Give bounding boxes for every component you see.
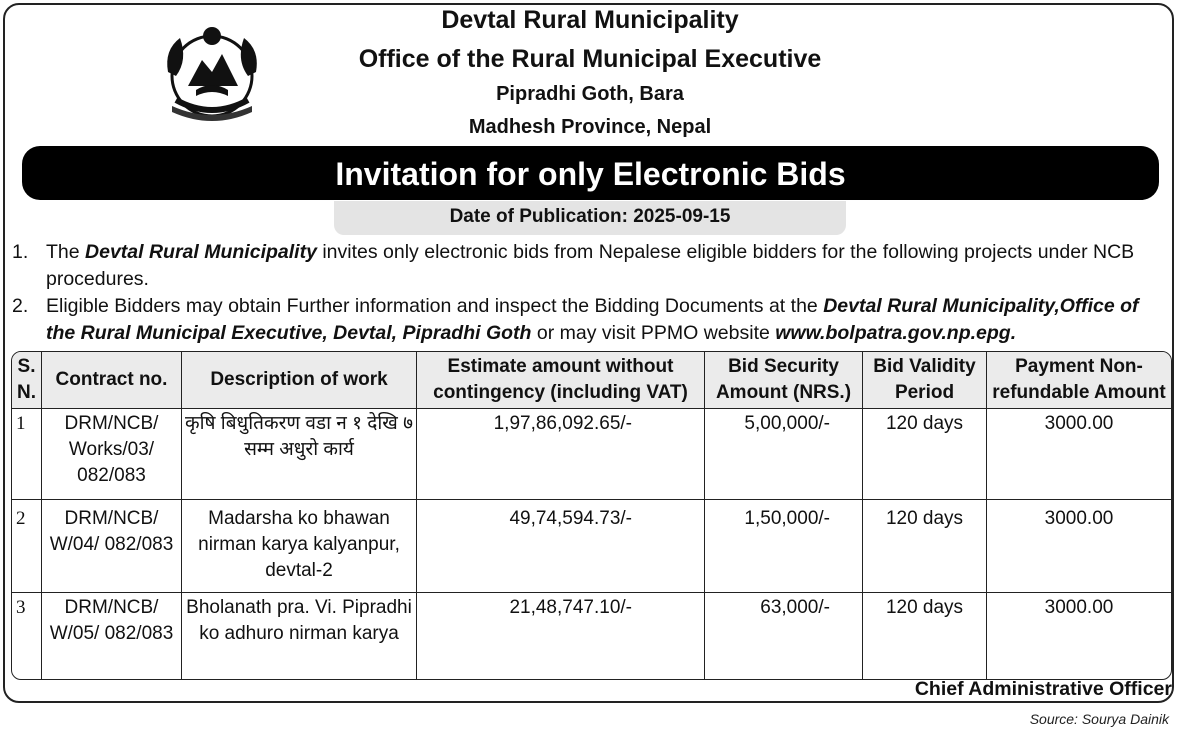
office-address: Pipradhi Goth, Bara	[496, 83, 684, 105]
item-text: invites only electronic bids from Nepalese eligible bidders for the following projects under NCB procedures.	[46, 241, 1135, 290]
cell-validity: 120 days	[863, 593, 987, 679]
table-row	[12, 593, 1171, 679]
header-security: Bid Security Amount (NRS.)	[705, 352, 863, 409]
cell-sn: 3	[12, 593, 42, 679]
header-payment: Payment Non-refundable Amount	[987, 352, 1171, 409]
header-contract: Contract no.	[42, 352, 182, 409]
publication-date: Date of Publication: 2025-09-15	[334, 201, 846, 235]
municipality-name: Devtal Rural Municipality	[441, 6, 739, 34]
item-number: 1.	[12, 241, 29, 263]
header-validity: Bid Validity Period	[863, 352, 987, 409]
table-row	[12, 409, 1171, 500]
cell-security: 63,000/-	[705, 593, 863, 679]
instruction-item-2	[12, 293, 1172, 347]
cell-sn: 2	[12, 500, 42, 593]
header-estimate: Estimate amount without contingency (including VAT)	[417, 352, 705, 409]
cell-security: 5,00,000/-	[705, 409, 863, 500]
bids-table	[11, 351, 1172, 680]
cell-description: Bholanath pra. Vi. Pipradhi ko adhuro nirman karya	[182, 593, 417, 679]
ppmo-website-link[interactable]: www.bolpatra.gov.np.epg.	[775, 322, 1017, 344]
province-address: Madhesh Province, Nepal	[468, 116, 712, 138]
notice-title: Invitation for only Electronic Bids	[22, 146, 1159, 200]
cell-description: Madarsha ko bhawan nirman karya kalyanpur, devtal-2	[182, 500, 417, 593]
cell-contract: DRM/NCB/ Works/03/ 082/083	[42, 409, 182, 500]
cell-contract: DRM/NCB/ W/04/ 082/083	[42, 500, 182, 593]
cell-validity: 120 days	[863, 500, 987, 593]
cell-estimate: 1,97,86,092.65/-	[417, 409, 705, 500]
cell-estimate: 49,74,594.73/-	[417, 500, 705, 593]
cell-validity: 120 days	[863, 409, 987, 500]
cell-sn: 1	[12, 409, 42, 500]
office-name: Office of the Rural Municipal Executive	[358, 45, 822, 73]
header-sn: S. N.	[12, 352, 42, 409]
cell-contract: DRM/NCB/ W/05/ 082/083	[42, 593, 182, 679]
item-text: Eligible Bidders may obtain Further information and inspect the Bidding Documents at the	[46, 295, 824, 317]
table-header-row	[12, 352, 1171, 409]
cell-security: 1,50,000/-	[705, 500, 863, 593]
nepal-government-emblem-icon	[158, 20, 266, 124]
item-emphasis: Devtal Rural Municipality	[85, 241, 317, 263]
item-emphasis: Devtal Rural Municipality,Office of the Rural Municipal Executive, Devtal, Pipradhi Goth	[46, 295, 1139, 344]
signatory-title: Chief Administrative Officer	[914, 678, 1172, 700]
item-text: The	[46, 241, 86, 263]
instruction-item-1	[12, 239, 1172, 293]
item-text: or may visit PPMO website	[531, 322, 776, 344]
source-credit: Source: Sourya Dainik	[1029, 711, 1169, 727]
cell-payment: 3000.00	[987, 500, 1171, 593]
cell-description: कृषि बिधुतिकरण वडा न १ देखि ७ सम्म अधुरो कार्य	[182, 409, 417, 500]
table-row	[12, 500, 1171, 593]
cell-estimate: 21,48,747.10/-	[417, 593, 705, 679]
header-description: Description of work	[182, 352, 417, 409]
cell-payment: 3000.00	[1044, 597, 1114, 618]
item-number: 2.	[12, 295, 29, 317]
cell-payment: 3000.00	[987, 409, 1171, 500]
